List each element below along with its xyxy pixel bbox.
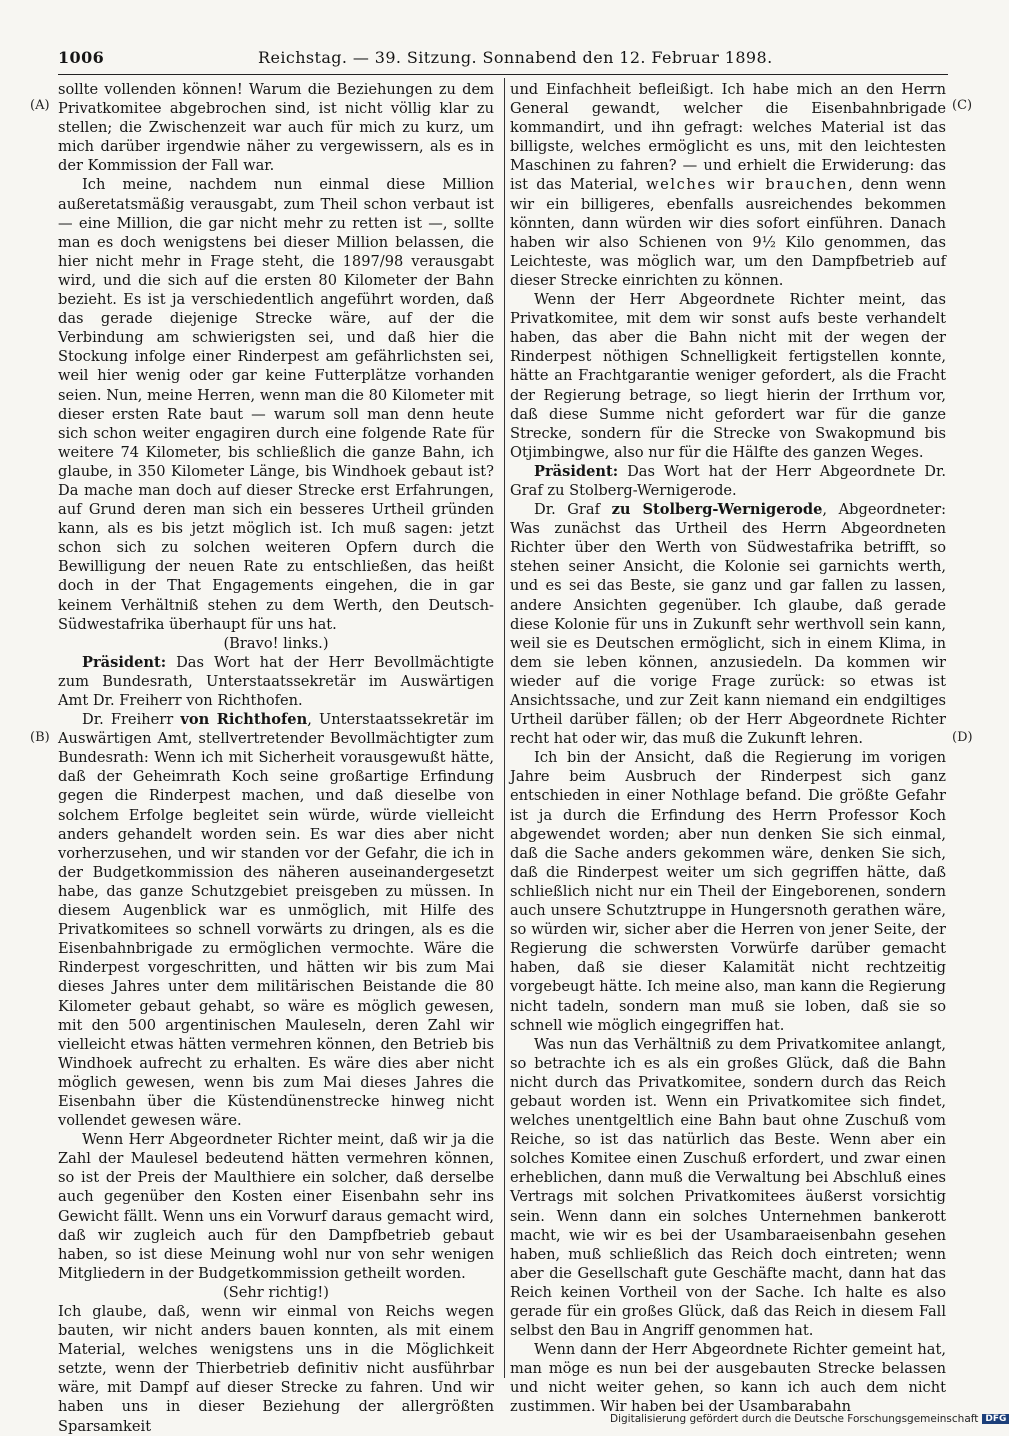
margin-mark-d: (D) bbox=[952, 730, 973, 745]
margin-mark-a: (A) bbox=[30, 98, 50, 113]
footer-credit bbox=[610, 1413, 1007, 1429]
paragraph: Wenn der Herr Abgeordnete Richter meint, das Privatkomitee, mit dem wir sonst aufs beste verhandelt haben, das aber die Bahn nicht mit der wegen der Rinderpest nöthigen Schnelligkeit fertigstellen konnte, hätte an Frachtgarantie weniger gefordert, als die Fracht der Regierung betrage, so liegt hierin der Irrthum vor, daß diese Summe nicht gefordert war für die ganze Strecke, sondern für die Strecke von Swakopmund bis Otjimbingwe, also nur für die Hälfte des ganzen Weges. bbox=[510, 291, 946, 461]
right-column bbox=[510, 80, 946, 1417]
paragraph: sollte vollenden können! Warum die Beziehungen zu dem Privatkomitee abgebrochen sind, ist nicht völlig klar zu stellen; die Zwischenzeit war auch für mich zu kurz, um mich darüber irgendwie näher zu vergewissern, als es in der Kommission der Fall war. bbox=[58, 81, 494, 175]
paragraph: Was nun das Verhältniß zu dem Privatkomitee anlangt, so betrachte ich es als ein großes Glück, daß die Bahn nicht durch das Privatkomitee, sondern durch das Reich gebaut worden ist. Wenn ein Privatkomitee sich findet, welches unentgeltlich eine Bahn baut ohne Zuschuß vom Reiche, so ist das natürlich das Beste. Wenn aber ein solches Komitee einen Zuschuß erfordert, und zwar einen erheblichen, dann muß die Verwaltung bei Abschluß eines Vertrags mit solchen Privatkomitees äußerst vorsichtig sein. Wenn dann ein solches Unternehmen bankerott macht, wie wir es bei der Usambaraeisenbahn gesehen haben, muß schließlich das Reich doch eintreten; wenn aber die Gesellschaft gute Geschäfte macht, dann hat das Reich keinen Vortheil von der Sache. Ich halte es also gerade für ein großes Glück, daß das Reich in diesem Fall selbst den Bau in Angriff genommen hat. bbox=[510, 1035, 946, 1340]
margin-mark-b: (B) bbox=[30, 730, 50, 745]
statement-text: Das Wort hat der Herr Bevollmächtigte zum Bundesrath, Unterstaatssekretär im Auswärtigen Amt Dr. Freiherr von Richthofen. bbox=[58, 653, 494, 709]
page-header bbox=[58, 48, 938, 72]
speech-paragraph bbox=[510, 500, 946, 748]
text-run: , denn wenn wir ein billigeres, ebenfalls ausreichendes bekommen könnten, dann würden wir dies sofort einführen. Danach haben wir also Schienen von 9½ Kilo genommen, das Leichteste, was möglich war, um den Dampfbetrieb auf dieser Strecke einrichten zu können. bbox=[510, 176, 946, 289]
page-number: 1006 bbox=[58, 48, 105, 67]
speaker-label: Präsident: bbox=[534, 462, 619, 480]
speaker-prefix: Dr. Graf bbox=[534, 501, 612, 519]
speaker-name: von Richthofen bbox=[180, 711, 308, 729]
column-divider bbox=[504, 78, 505, 1378]
page-title: Reichstag. — 39. Sitzung. Sonnabend den 12. Februar 1898. bbox=[258, 48, 773, 67]
paragraph: Ich glaube, daß, wenn wir einmal von Reichs wegen bauten, wir nicht anders bauen konnten, als mit einem Material, welches wenigstens uns in die Möglichkeit setzte, wenn der Thierbetrieb definitiv nicht ausführbar wäre, mit Dampf auf dieser Strecke zu fahren. Und wir haben uns in dieser Beziehung der allergrößten Sparsamkeit bbox=[58, 1303, 494, 1435]
paragraph: Ich meine, nachdem nun einmal diese Million außeretatsmäßig verausgabt, zum Theil schon verbaut ist — eine Million, die gar nicht mehr zu retten ist —, sollte man es doch wenigstens bei dieser Million belassen, die hier nicht mehr in Frage steht, die 1897/98 verausgabt wird, und die sich auf die ersten 80 Kilometer der Bahn bezieht. Es ist ja verschiedentlich angeführt worden, daß das gerade diejenige Strecke wäre, auf der die Verbindung am schwierigsten sei, und daß hier die Stockung infolge einer Rinderpest am gefährlichsten sei, weil hier wenig oder gar keine Futterplätze vorhanden seien. Nun, meine Herren, wenn man die 80 Kilometer mit dieser ersten Rate baut — warum soll man denn heute sich schon weiter engagiren durch eine folgende Rate für weitere 74 Kilometer, bis schließlich die ganze Bahn, ich glaube, in 350 Kilometer Länge, bis Windhoek gebaut ist? Da mache man doch auf dieser Strecke erst Erfahrungen, auf Grund deren man sich ein besseres Urtheil gründen kann, als es bis jetzt möglich ist. Ich muß sagen: jetzt schon sich zu solchen weiteren Opfern durch die Bewilligung der neuen Rate zu entschließen, das heißt doch in der That Engagements eingehen, die in gar keinem Verhältniß stehen zu dem Werth, den Deutsch-Südwestafrika überhaupt für uns hat. bbox=[58, 176, 494, 633]
speech-text: , Unterstaatssekretär im Auswärtigen Amt, stellvertretender Bevollmächtigter zum Bundesrath: Wenn ich mit Sicherheit vorausgewußt hätte, daß der Geheimrath Koch seine großartige Erfindung gegen die Rinderpest machen, und daß dieselbe von solchem Erfolge begleitet sein würde, würde vielleicht anders gehandelt worden sein. Es war dies aber nicht vorherzusehen, und wir standen vor der Gefahr, die ich in der Budgetkommission des näheren auseinandergesetzt habe, das ganze Schutzgebiet preisgeben zu müssen. In diesem Augenblick war es unmöglich, mit Hilfe des Privatkomitees so schnell vorwärts zu dringen, als es die Eisenbahnbrigade zu ermöglichen vermochte. Wäre die Rinderpest vorgeschritten, und hätten wir bis zum Mai dieses Jahres unter dem militärischen Beistande die 80 Kilometer gebaut gehabt, so wäre es möglich gewesen, mit den 500 argentinischen Mauleseln, deren Zahl wir vielleicht etwas hätten vermehren können, den Betrieb bis Windhoek aufrecht zu erhalten. Es wäre dies aber nicht möglich gewesen, wenn bis zum Mai dieses Jahres die Eisenbahn über die Küstendünenstrecke hinweg nicht vollendet gewesen wäre. bbox=[58, 711, 494, 1130]
president-statement bbox=[510, 462, 946, 500]
speaker-label: Präsident: bbox=[82, 653, 167, 671]
dfg-logo: DFG bbox=[982, 1414, 1009, 1424]
text-run: und Einfachheit befleißigt. Ich habe mich an den Herrn General gewandt, welcher die Eisenbahnbrigade kommandirt, und ihn gefragt: welches Material ist das billigste, welches ermöglicht es uns, mit den leichtesten Maschinen zu fahren? — und erhielt die Erwiderung: das ist das Material, bbox=[510, 81, 946, 194]
header-rule bbox=[58, 74, 948, 75]
speech-text: , Abgeordneter: Was zunächst das Urtheil des Herrn Abgeordneten Richter über den Werth von Südwestafrika betrifft, so stehen seiner Ansicht, die Kolonie sei garnichts werth, und es sei das Beste, sie ganz und gar fallen zu lassen, andere Ansichten gegenüber. Ich glaube, daß gerade diese Kolonie für uns in Zukunft sehr werthvoll sein kann, weil sie es Deutschen ermöglicht, sich in einem Klima, in dem sie leben können, anzusiedeln. Da kommen wir wieder auf die vorige Frage zurück: so etwas ist Ansichtssache, und zur Zeit kann niemand ein endgiltiges Urtheil darüber fällen; ob der Herr Abgeordnete Richter recht hat oder wir, das muß die Zukunft lehren. bbox=[510, 501, 946, 748]
paragraph bbox=[510, 80, 946, 290]
margin-mark-c: (C) bbox=[952, 98, 973, 113]
speaker-prefix: Dr. Freiherr bbox=[82, 711, 181, 729]
interjection: (Bravo! links.) bbox=[223, 634, 329, 652]
speech-paragraph bbox=[58, 710, 494, 1130]
speaker-name: zu Stolberg-Wernigerode bbox=[611, 501, 823, 519]
statement-text: Das Wort hat der Herr Abgeordnete Dr. Graf zu Stolberg-Wernigerode. bbox=[510, 462, 946, 499]
interjection: (Sehr richtig!) bbox=[223, 1283, 329, 1301]
left-column bbox=[58, 80, 494, 1436]
paragraph: Wenn dann der Herr Abgeordnete Richter gemeint hat, man möge es nun bei der ausgebauten Strecke belassen und nicht weiter gehen, so kann ich auch dem nicht zustimmen. Wir haben bei der Usambarabahn bbox=[510, 1341, 946, 1416]
president-statement bbox=[58, 653, 494, 710]
credit-text: Digitalisierung gefördert durch die Deutsche Forschungsgemeinschaft bbox=[610, 1413, 979, 1425]
paragraph: Ich bin der Ansicht, daß die Regierung im vorigen Jahre beim Ausbruch der Rinderpest sich ganz entschieden in einer Nothlage befand. Die größte Gefahr ist ja durch die Erfindung des Herrn Professor Koch abgewendet worden; aber nun denken Sie sich einmal, daß die Sache anders gekommen wäre, denken Sie sich, daß die Rinderpest weiter um sich gegriffen hätte, daß schließlich nicht nur ein Theil der Eingeborenen, sondern auch unsere Schutztruppe in Hungersnoth gerathen wäre, so würden wir, sicher aber die Herren von jener Seite, der Regierung die schwersten Vorwürfe darüber gemacht haben, daß sie dieser Kalamität nicht rechtzeitig vorgebeugt hätte. Ich meine also, man kann die Regierung nicht tadeln, sondern man muß sie loben, daß sie so schnell wie möglich eingegriffen hat. bbox=[510, 749, 946, 1034]
emphasized-text: welches wir brauchen bbox=[646, 176, 849, 194]
paragraph: Wenn Herr Abgeordneter Richter meint, daß wir ja die Zahl der Maulesel bedeutend hätten vermehren können, so ist der Preis der Maulthiere ein solcher, daß derselbe auch gegenüber den Kosten einer Eisenbahn sehr ins Gewicht fällt. Wenn uns ein Vorwurf daraus gemacht wird, daß wir zugleich auch für den Dampfbetrieb gebaut haben, so ist diese Meinung wohl nur von sehr wenigen Mitgliedern in der Budgetkommission getheilt worden. bbox=[58, 1131, 494, 1282]
